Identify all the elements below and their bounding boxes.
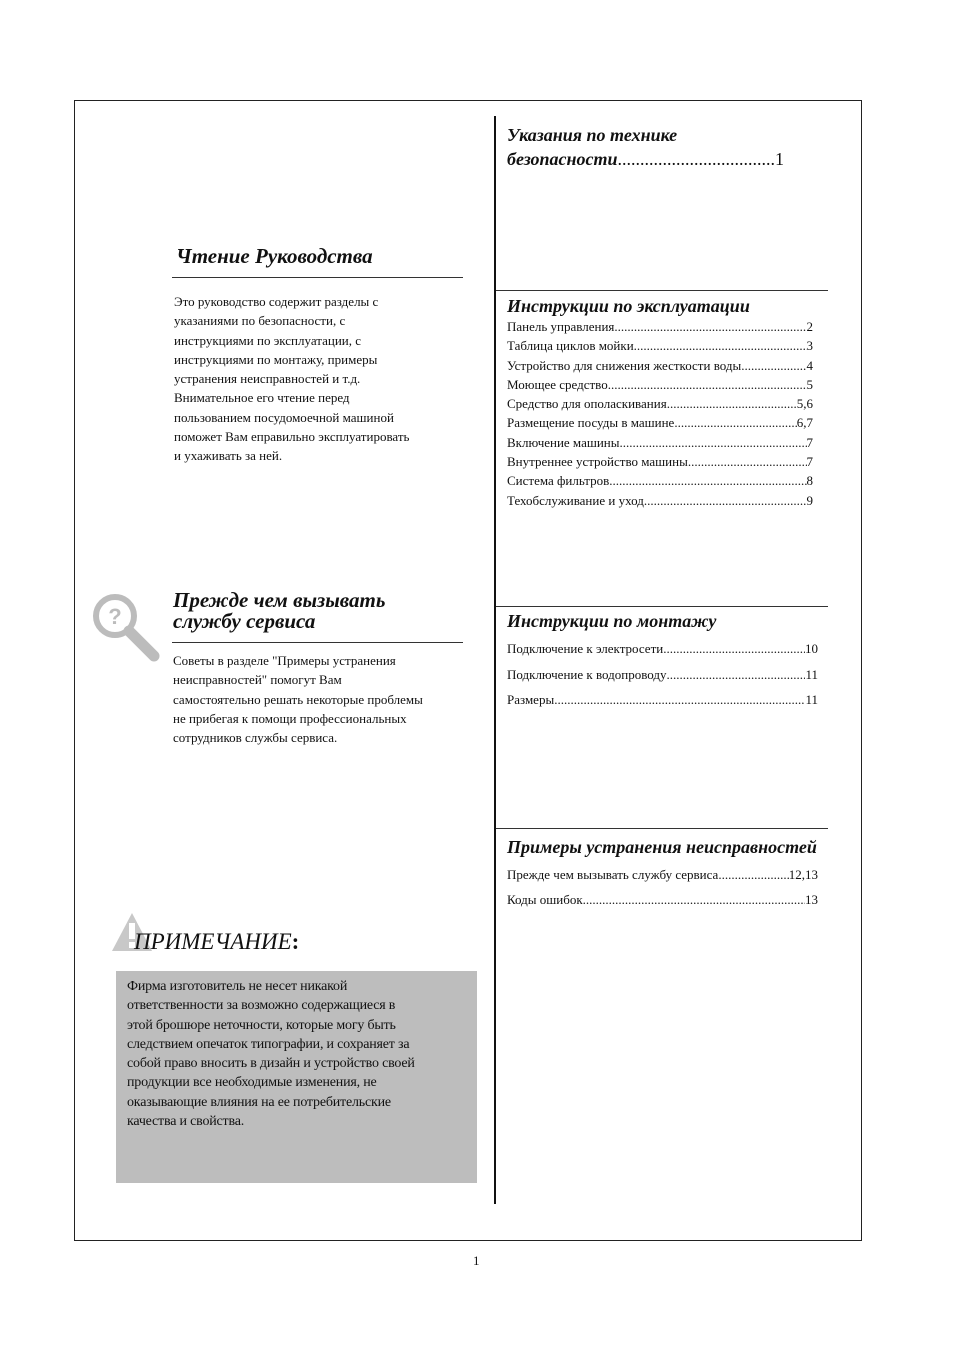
toc-operation-list (507, 317, 813, 510)
toc-entry[interactable]: Подключение к водопроводу ..... 11 (507, 662, 818, 688)
note-text: Фирма изготовитель не несет никакой ответственности за возможно содержащиеся в этой брошюре неточности, которые могу быть следствием опечаток типографии, и сохраняет за собой право вносить в дизайн и устройство своей продукции все необходимые изменения, не оказывающие влияния на ее потребительские качества и свойства. (127, 979, 415, 1130)
toc-entry[interactable]: Моющее средство ..... 5 (507, 375, 813, 394)
toc-entry[interactable]: Система фильтров......... ..... 8 (507, 471, 813, 490)
toc-installation-list (507, 636, 818, 713)
toc-troubleshooting-list (507, 862, 818, 912)
toc-entry[interactable]: Коды ошибок ..... 13 (507, 887, 818, 912)
service-rule (172, 642, 463, 643)
toc-troubleshooting-heading: Примеры устранения неисправностей (507, 837, 817, 857)
toc-installation-heading: Инструкции по монтажу (507, 611, 717, 631)
toc-entry[interactable]: Устройство для снижения жесткости воды ..... 4 (507, 356, 813, 375)
toc-entry[interactable]: Размещение посуды в машине ..... 6,7 (507, 413, 813, 432)
service-paragraph: Советы в разделе "Примеры устранения неисправностей" помогут Вам самостоятельно решать некоторые проблемы не прибегая к помощи профессиональных сотрудников службы сервиса. (173, 653, 423, 746)
toc-troubleshooting-rule (496, 828, 828, 829)
reading-paragraph: Это руководство содержит разделы с указаниями по безопасности, с инструкциями по эксплуатации, с инструкциями по монтажу, примеры устранения неисправностей и т.д. Внимательное его чтение перед пользованием посудомоечной машиной поможет Вам еправильно эксплуатировать и ухаживать за ней. (174, 294, 410, 464)
toc-entry[interactable]: Техобслуживание и уход ..... 9 (507, 491, 813, 510)
toc-entry[interactable]: Таблица циклов мойки ..... 3 (507, 336, 813, 355)
toc-operation-heading: Инструкции по эксплуатации (507, 296, 750, 316)
toc-operation-rule (496, 290, 828, 291)
toc-entry[interactable]: Внутреннее устройство машины ..... 7 (507, 452, 813, 471)
toc-entry[interactable]: Средство для ополаскивания ..... 5,6 (507, 394, 813, 413)
toc-entry[interactable]: Размеры ..... 11 (507, 687, 818, 713)
svg-text:?: ? (108, 604, 122, 629)
toc-safety-heading: Указания по технике безопасности...................................1 (507, 125, 785, 169)
toc-installation-rule (496, 606, 828, 607)
reading-title: Чтение Руководства (176, 244, 373, 268)
toc-safety-page: 1 (775, 149, 785, 169)
column-divider (494, 116, 496, 1204)
service-title: Прежде чем вызывать службу сервиса (173, 588, 386, 633)
toc-entry[interactable]: Подключение к электросети ..... 10 (507, 636, 818, 662)
toc-entry[interactable]: Включение машины ..... 7 (507, 433, 813, 452)
reading-rule (172, 277, 463, 278)
note-title: ПРИМЕЧАНИЕ: (134, 929, 300, 954)
toc-entry[interactable]: Панель управления ..... 2 (507, 317, 813, 336)
toc-entry[interactable]: Прежде чем вызывать службу сервиса ..... 12,13 (507, 862, 818, 887)
page-number: 1 (473, 1253, 480, 1268)
magnifier-question-icon (88, 590, 166, 668)
